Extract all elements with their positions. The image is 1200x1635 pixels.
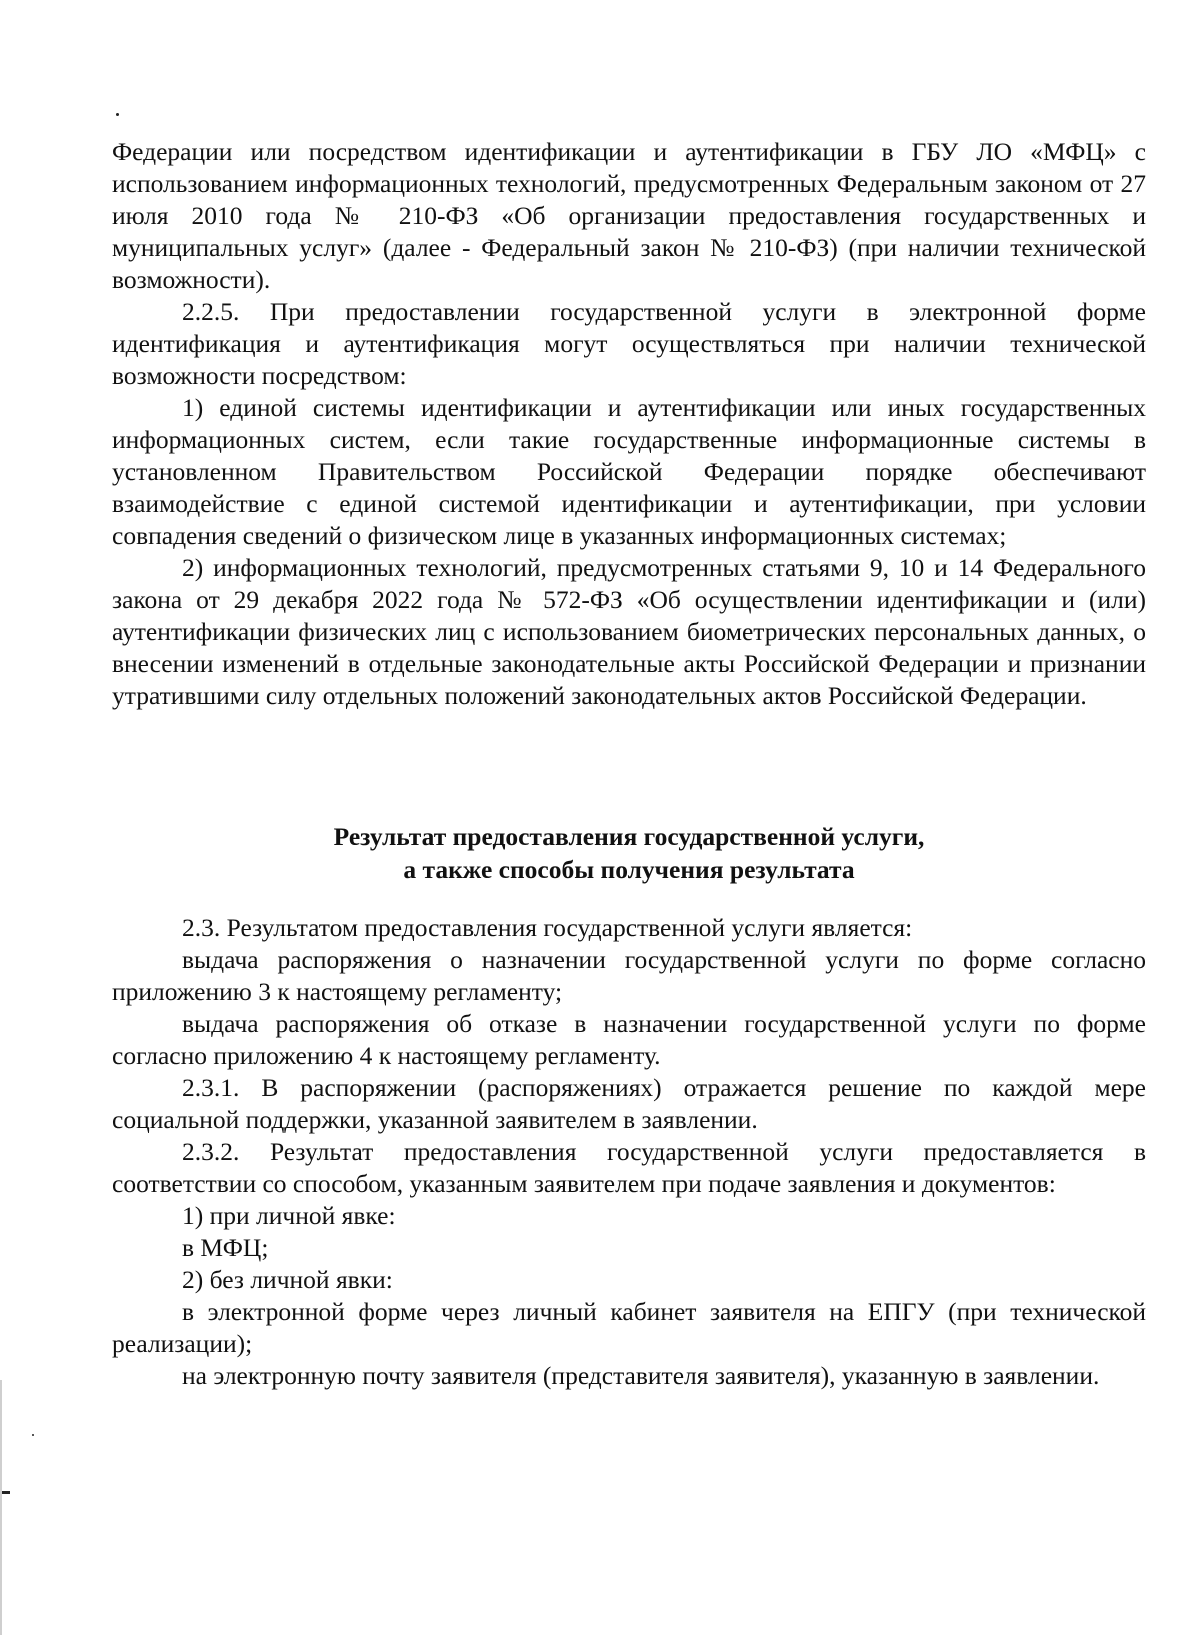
- heading-line-2: а также способы получения результата: [403, 855, 855, 884]
- paragraph-2-2-5: 2.2.5. При предоставлении государственной услуги в электронной форме идентификация и аутентификация могут осуществляться при наличии технической возможности посредством:: [112, 297, 1146, 390]
- section-result: [112, 912, 1146, 1392]
- section-identification: [112, 136, 1146, 712]
- paragraph-result-grant: выдача распоряжения о назначении государственной услуги по форме согласно приложению 3 к настоящему регламенту;: [112, 945, 1146, 1006]
- list-item-email: на электронную почту заявителя (представителя заявителя), указанную в заявлении.: [182, 1361, 1100, 1390]
- list-item-2: 2) информационных технологий, предусмотренных статьями 9, 10 и 14 Федерального закона от 29 декабря 2022 года № 572-ФЗ «Об осуществлении идентификации и (или) аутентификации физических лиц с использованием биометрических персональных данных, о внесении изменений в отдельные законодательные акты Российской Федерации и признании утратившими силу отдельных положений законодательных актов Российской Федерации.: [112, 553, 1146, 710]
- list-item-mfc: в МФЦ;: [182, 1233, 269, 1262]
- heading-line-1: Результат предоставления государственной услуги,: [333, 822, 925, 851]
- paragraph-2-3-2: 2.3.2. Результат предоставления государственной услуги предоставляется в соответствии со способом, указанным заявителем при подаче заявления и документов:: [112, 1137, 1146, 1198]
- list-item-in-person: 1) при личной явке:: [182, 1201, 396, 1230]
- paragraph-federal-law: Федерации или посредством идентификации и аутентификации в ГБУ ЛО «МФЦ» с использованием информационных технологий, предусмотренных Федеральным законом от 27 июля 2010 года № 210-ФЗ «Об организации предоставления государственных и муниципальных услуг» (далее - Федеральный закон № 210-ФЗ) (при наличии технической возможности).: [112, 137, 1146, 294]
- scan-speck: [116, 113, 119, 116]
- list-item-1: 1) единой системы идентификации и аутентификации или иных государственных информационных систем, если такие государственные информационные системы в установленном Правительством Российской Федерации порядке обеспечивают взаимодействие с единой системой идентификации и аутентификации, при условии совпадения сведений о физическом лице в указанных информационных системах;: [112, 393, 1146, 550]
- paragraph-result-refusal: выдача распоряжения об отказе в назначении государственной услуги по форме согласно приложению 4 к настоящему регламенту.: [112, 1009, 1146, 1070]
- scan-edge-line: [0, 1380, 2, 1635]
- paragraph-2-3-1: 2.3.1. В распоряжении (распоряжениях) отражается решение по каждой мере социальной поддержки, указанной заявителем в заявлении.: [112, 1073, 1146, 1134]
- list-item-remote: 2) без личной явки:: [182, 1265, 393, 1294]
- paragraph-2-3: 2.3. Результатом предоставления государственной услуги является:: [182, 913, 913, 942]
- section-heading: [112, 820, 1146, 886]
- scan-speck: [32, 1434, 34, 1436]
- list-item-epgu: в электронной форме через личный кабинет заявителя на ЕПГУ (при технической реализации);: [112, 1297, 1146, 1358]
